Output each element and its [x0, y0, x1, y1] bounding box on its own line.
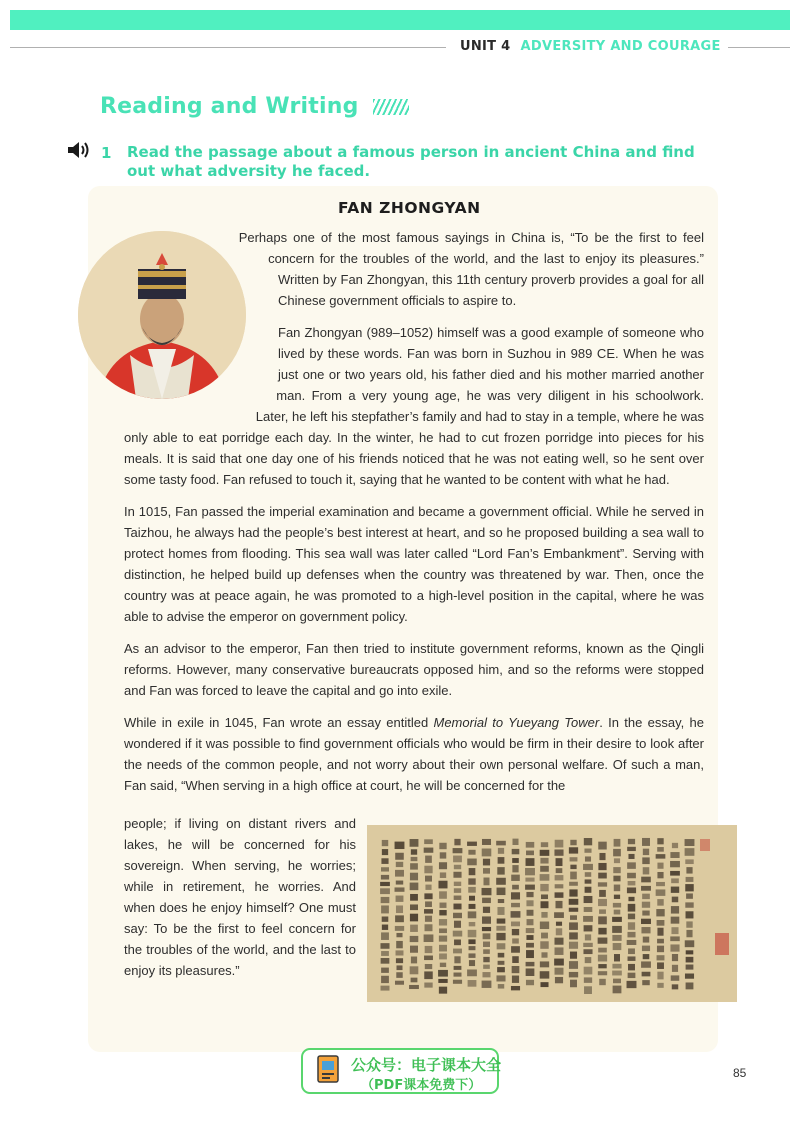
essay-title: Memorial to Yueyang Tower: [433, 715, 600, 730]
paragraph-2: Fan Zhongyan (989–1052) himself was a good example of someone who lived by these words. Fan was born in Suzhou in 989 CE. When he was just one or two years old, his father died and his mother married another man. From a very young age, he was very diligent in his schoolwork. Later, he left his stepfather’s family and had to stay in a temple, where he was only able to eat porridge each day. In the winter, he had to cut frozen porridge into pieces for his meals. It is said that one day one of his friends noticed that he was not eating well, so he sent over some tasty food. Fan refused to touch it, saying that he wanted to be content with what he had.: [124, 325, 704, 487]
paragraph-5-start: While in exile in 1045, Fan wrote an essay entitled: [124, 715, 434, 730]
portrait-text-wrap: [124, 227, 278, 437]
promo-banner[interactable]: [301, 1048, 502, 1094]
passage-body: [124, 227, 704, 807]
paragraph-3: In 1015, Fan passed the imperial examination and became a government official. While he served in Taizhou, he always had the people’s best interest at heart, and so he proposed building a sea wall to protect homes from flooding. This sea wall was later called “Lord Fan’s Embankment”. Serving with distinction, he helped build up defenses when the country was threatened by war. Then, once the country was at peace again, he was promoted to a high-level position in the capital, where he was able to advise the emperor on government policy.: [124, 504, 704, 624]
header-rule-right: [728, 47, 790, 48]
header-rule-left: [10, 47, 446, 48]
section-title: Reading and Writing: [100, 94, 359, 119]
question-text: Read the passage about a famous person in ancient China and find out what adversity he faced.: [127, 143, 695, 180]
paragraph-4: As an advisor to the emperor, Fan then tried to institute government reforms, known as the Qingli reforms. However, many conservative bureaucrats opposed him, and so the reforms were stopped and Fan was forced to leave the capital and go into exile.: [124, 641, 704, 698]
top-color-band: [10, 10, 790, 30]
calligraphy-scroll-image: [367, 825, 737, 1002]
unit-label: UNIT 4: [460, 39, 511, 54]
paragraph-5-end: . In the essay, he wondered if it was possible to find government officials who would be firm in their desire to look after the needs of the common people, and not worry about their own personal welfare. Of such a man, Fan said, “When serving in a high office at court, he will be concerned for the: [124, 715, 704, 793]
hatch-decoration: [373, 99, 409, 115]
unit-title: ADVERSITY AND COURAGE: [520, 39, 721, 54]
promo-line-1: 公众号：电子课本大全: [351, 1056, 502, 1074]
unit-header: [460, 39, 721, 54]
promo-line-2: （PDF课本免费下）: [361, 1078, 482, 1093]
section-heading: [100, 94, 409, 119]
passage-title: FAN ZHONGYAN: [338, 199, 481, 217]
page-number: 85: [733, 1066, 747, 1080]
paragraph-5: [124, 712, 704, 796]
question-number: 1: [101, 144, 112, 162]
paragraph-1: Perhaps one of the most famous sayings in China is, “To be the first to feel concern for the troubles of the world, and the last to enjoy its pleasures.” Written by Fan Zhongyan, this 11th century proverb provides a goal for all Chinese government officials to aspire to.: [238, 230, 704, 308]
book-icon: [316, 1054, 342, 1086]
paragraph-5-tail: people; if living on distant rivers and lakes, he will be concerned for his sovereign. When serving, he worries; while in retirement, he worries. And when does he enjoy himself? One must say: To be the first to feel concern for the troubles of the world, and the last to enjoy its pleasures.”: [124, 816, 356, 978]
speaker-icon[interactable]: [66, 140, 92, 160]
